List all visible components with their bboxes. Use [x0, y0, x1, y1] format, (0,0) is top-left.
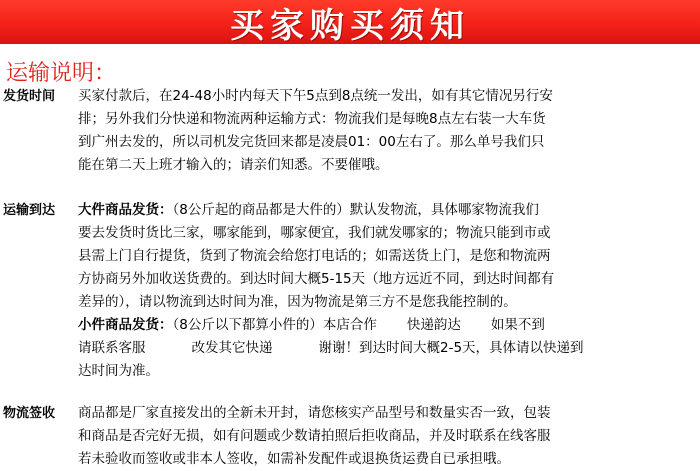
paragraph-line: 差异的），请以物流到达时间为准，因为物流是第三方不是您我能控制的。: [78, 294, 517, 310]
paragraph-line: 商品都是厂家直接发出的全新未开封，请您核实产品型号和数量实否一致，包装: [78, 405, 551, 421]
delivery-label: 运输到达: [3, 203, 56, 218]
paragraph-line: 排；另外我们分快递和物流两种运输方式：物流我们是每晚8点左右装一大车货: [78, 111, 546, 127]
large-item-title: 大件商品发货：: [78, 202, 173, 218]
small-item-text: 谢谢！到达时间大概2-5天，具体请以快递到: [318, 340, 584, 356]
paragraph-line: [78, 199, 693, 222]
header-banner: [0, 0, 700, 44]
paragraph-line: 到广州去发的，所以司机发完货回来都是凌晨01：00左右了。那么单号我们只: [78, 134, 545, 150]
shipping-time-text: [78, 85, 693, 177]
banner-title: 买家购买须知: [230, 5, 470, 46]
paragraph-line: 达时间为准。: [78, 363, 159, 379]
paragraph-line: 若未验收而签收或非本人签收，如需补发配件或退换货运费自已承担哦。: [78, 451, 510, 467]
paragraph-line: [78, 314, 693, 337]
section-title: 运输说明：: [6, 61, 117, 86]
paragraph-line: 和商品是否完好无损，如有问题或少数请拍照后拒收商品，并及时联系在线客服: [78, 428, 551, 444]
small-item-text: （8公斤以下都算小件的）本店合作: [172, 317, 377, 333]
paragraph-line: 县需上门自行提货，货到了物流会给您打电话的；如需送货上门，是您和物流两: [78, 248, 551, 264]
paragraph-line: 能在第二天上班才输入的；请亲们知悉。不要催哦。: [78, 157, 389, 173]
shipping-time-label: 发货时间: [3, 89, 56, 104]
sign-text: [78, 402, 693, 471]
paragraph-line: [78, 337, 693, 360]
small-item-title: 小件商品发货：: [78, 317, 173, 333]
small-item-text: 如果不到: [490, 317, 545, 333]
sign-label: 物流签收: [3, 406, 56, 421]
large-item-text: （8公斤起的商品都是大件的）默认发物流，具体哪家物流我们: [172, 202, 539, 218]
courier-name: 快递韵达: [406, 317, 461, 333]
paragraph-line: 方协商另外加收送货费的。到达时间大概5-15天（地方远近不同，到达时间都有: [78, 271, 555, 287]
paragraph-line: 买家付款后，在24-48小时内每天下午5点到8点统一发出，如有其它情况另行安: [78, 88, 553, 104]
paragraph-line: 要去发货时货比三家，哪家能到，哪家便宜，我们就发哪家的；物流只能到市或: [78, 225, 551, 241]
small-item-text: 请联系客服: [78, 340, 146, 356]
delivery-text: [78, 199, 693, 383]
small-item-text: 改发其它快递: [191, 340, 273, 356]
